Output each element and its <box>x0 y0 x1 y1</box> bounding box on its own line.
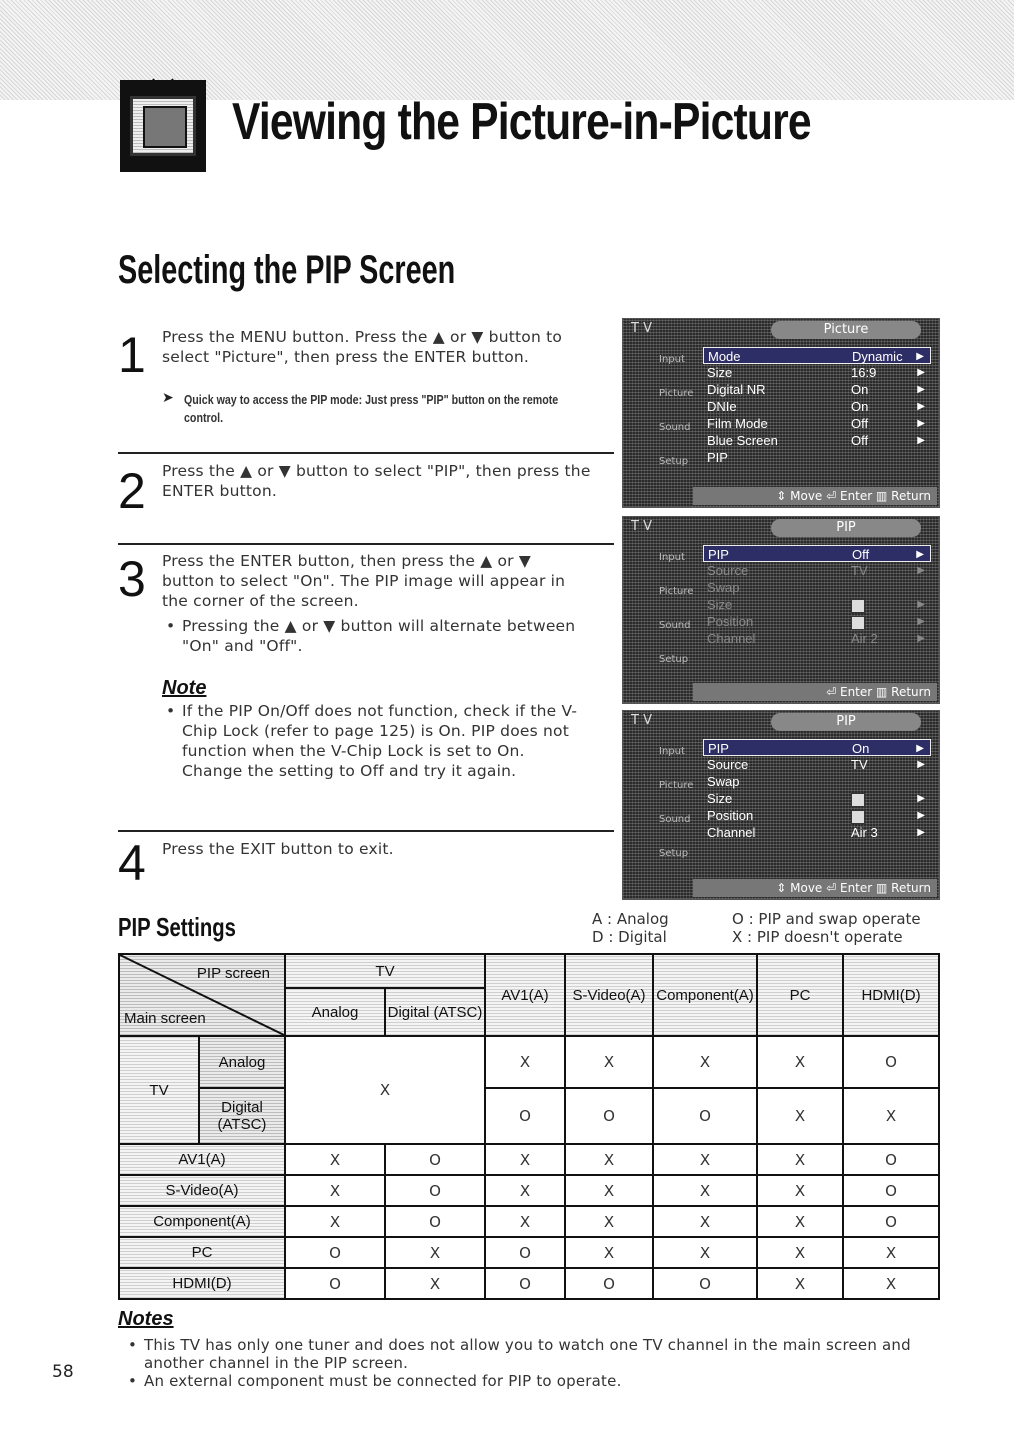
osd-row: Size 16:9 ▶ <box>707 365 925 380</box>
step-text: Press the ENTER button, then press the ▲ or ▼ button to select "On". The PIP image will appear in the corner of the screen. <box>162 552 566 610</box>
osd-row: PIP Off ▶ <box>703 545 931 562</box>
pip-position-icon <box>851 810 865 824</box>
step-number: 2 <box>118 463 146 519</box>
osd-footer: ⇕ Move ⏎ Enter ▥ Return <box>693 487 937 505</box>
osd-row: Digital NR On ▶ <box>707 382 925 397</box>
row-group-tv: TV <box>119 1036 199 1144</box>
row-header: Component(A) <box>119 1206 285 1237</box>
col-header: HDMI(D) <box>843 954 939 1036</box>
osd-side-input: Input <box>659 746 685 757</box>
table-cell: X <box>285 1175 385 1206</box>
legend-digital: D : Digital <box>592 928 667 946</box>
corner-cell <box>119 954 285 1036</box>
osd-row: Position ▶ <box>707 808 925 823</box>
note-item: • If the PIP On/Off does not function, check if the V-Chip Lock (refer to page 125) is On. PIP does not function when the V-Chip Lock is set to On. Change the setting to Off and try it again. <box>182 701 582 781</box>
osd-side-picture: Picture <box>659 586 694 597</box>
table-cell: X <box>565 1144 653 1175</box>
table-cell: O <box>385 1144 485 1175</box>
table-cell: O <box>843 1175 939 1206</box>
row-header: HDMI(D) <box>119 1268 285 1299</box>
section-title: Selecting the PIP Screen <box>118 248 456 292</box>
osd-row: Mode Dynamic ▶ <box>703 347 931 364</box>
osd-row: Source TV ▶ <box>707 563 925 578</box>
table-cell: X <box>565 1206 653 1237</box>
col-header: Component(A) <box>653 954 757 1036</box>
table-cell: X <box>285 1144 385 1175</box>
legend-o: O : PIP and swap operate <box>732 910 921 928</box>
osd-row: Source TV ▶ <box>707 757 925 772</box>
osd-pip-menu-off <box>622 516 940 704</box>
step-bullets <box>162 616 602 656</box>
table-cell: X <box>653 1175 757 1206</box>
table-cell: X <box>385 1237 485 1268</box>
legend-analog: A : Analog <box>592 910 669 928</box>
col-subheader: Digital (ATSC) <box>385 988 485 1036</box>
corner-main-label: Main screen <box>124 1010 206 1027</box>
osd-row: Channel Air 2 ▶ <box>707 631 925 646</box>
row-header: Digital (ATSC) <box>199 1088 285 1144</box>
osd-row: Position ▶ <box>707 614 925 629</box>
row-header: PC <box>119 1237 285 1268</box>
note-heading: Note <box>162 677 207 699</box>
table-cell: X <box>565 1036 653 1088</box>
step-number: 1 <box>118 327 146 383</box>
row-header: S-Video(A) <box>119 1175 285 1206</box>
osd-side-input: Input <box>659 354 685 365</box>
osd-tv-label: T V <box>631 519 652 534</box>
step-number: 4 <box>118 835 146 891</box>
table-cell: X <box>565 1175 653 1206</box>
table-cell: O <box>843 1036 939 1088</box>
notes-heading: Notes <box>118 1308 174 1330</box>
arrow-icon: ➤ <box>162 390 174 406</box>
col-header: PC <box>757 954 843 1036</box>
pip-position-icon <box>851 616 865 630</box>
osd-footer: ⏎ Enter ▥ Return <box>693 683 937 701</box>
osd-row: Swap <box>707 580 740 595</box>
table-cell: X <box>757 1237 843 1268</box>
page-title: Viewing the Picture-in-Picture <box>232 93 811 151</box>
table-cell: X <box>843 1088 939 1144</box>
table-cell: O <box>653 1268 757 1299</box>
col-header: AV1(A) <box>485 954 565 1036</box>
row-header: AV1(A) <box>119 1144 285 1175</box>
table-cell: X <box>757 1036 843 1088</box>
table-cell: X <box>653 1206 757 1237</box>
table-cell: X <box>757 1268 843 1299</box>
osd-tab: PIP <box>771 519 921 537</box>
osd-row: Channel Air 3 ▶ <box>707 825 925 840</box>
table-cell: X <box>843 1237 939 1268</box>
col-header-tv: TV <box>285 954 485 988</box>
osd-row: PIP <box>707 450 728 465</box>
osd-row: Size ▶ <box>707 597 925 612</box>
bullet-item: • Pressing the ▲ or ▼ button will alternate between "On" and "Off". <box>182 616 602 656</box>
table-cell: O <box>285 1268 385 1299</box>
osd-side-setup: Setup <box>659 456 689 467</box>
osd-pip-menu-on <box>622 710 940 900</box>
table-cell: O <box>565 1088 653 1144</box>
table-cell: O <box>565 1268 653 1299</box>
divider <box>118 543 614 545</box>
osd-side-sound: Sound <box>659 814 691 825</box>
table-cell: X <box>757 1144 843 1175</box>
note-item: • This TV has only one tuner and does not allow you to watch one TV channel in the main screen and another channel in the PIP screen. <box>144 1336 964 1372</box>
tv-logo-screen <box>143 106 187 148</box>
osd-side-setup: Setup <box>659 654 689 665</box>
step-number: 3 <box>118 551 146 607</box>
osd-side-setup: Setup <box>659 848 689 859</box>
table-cell: O <box>485 1088 565 1144</box>
osd-tv-label: T V <box>631 713 652 728</box>
osd-row: Swap <box>707 774 740 789</box>
osd-row: Size ▶ <box>707 791 925 806</box>
notes-list <box>124 1336 964 1390</box>
divider <box>118 452 614 454</box>
col-header: S-Video(A) <box>565 954 653 1036</box>
osd-tab: PIP <box>771 713 921 731</box>
osd-tab: Picture <box>771 321 921 339</box>
table-cell: X <box>485 1036 565 1088</box>
pip-size-icon <box>851 793 865 807</box>
table-cell: X <box>285 1206 385 1237</box>
step-text: Press the ▲ or ▼ button to select "PIP", then press the ENTER button. <box>162 462 591 500</box>
table-cell: O <box>285 1237 385 1268</box>
osd-row: Film Mode Off ▶ <box>707 416 925 431</box>
table-cell: X <box>485 1144 565 1175</box>
osd-side-input: Input <box>659 552 685 563</box>
table-cell: O <box>385 1175 485 1206</box>
table-cell: X <box>653 1036 757 1088</box>
osd-row: DNIe On ▶ <box>707 399 925 414</box>
corner-pip-label: PIP screen <box>196 965 270 982</box>
table-cell: X <box>385 1268 485 1299</box>
table-cell: X <box>757 1206 843 1237</box>
table-cell: O <box>843 1206 939 1237</box>
row-header: Analog <box>199 1036 285 1088</box>
page-number: 58 <box>52 1362 74 1382</box>
legend-x: X : PIP doesn't operate <box>732 928 903 946</box>
divider <box>118 830 614 832</box>
osd-side-sound: Sound <box>659 422 691 433</box>
pip-settings-table <box>118 953 940 1300</box>
pip-size-icon <box>851 599 865 613</box>
table-cell: O <box>653 1088 757 1144</box>
table-cell: X <box>485 1206 565 1237</box>
table-cell: X <box>757 1175 843 1206</box>
table-cell: X <box>843 1268 939 1299</box>
table-cell: X <box>485 1175 565 1206</box>
osd-footer: ⇕ Move ⏎ Enter ▥ Return <box>693 879 937 897</box>
osd-picture-menu <box>622 318 940 508</box>
note-bullets <box>162 701 582 781</box>
col-subheader: Analog <box>285 988 385 1036</box>
osd-row: Blue Screen Off ▶ <box>707 433 925 448</box>
table-cell: X <box>653 1144 757 1175</box>
table-cell: X <box>565 1237 653 1268</box>
osd-side-sound: Sound <box>659 620 691 631</box>
osd-row: PIP On ▶ <box>703 739 931 756</box>
table-cell: X <box>285 1036 485 1144</box>
table-cell: X <box>757 1088 843 1144</box>
pip-settings-heading: PIP Settings <box>118 912 236 942</box>
step-text: Press the EXIT button to exit. <box>162 840 394 858</box>
tip-text: Quick way to access the PIP mode: Just press "PIP" button on the remote control. <box>184 392 559 425</box>
osd-side-picture: Picture <box>659 780 694 791</box>
table-cell: O <box>485 1268 565 1299</box>
osd-tv-label: T V <box>631 321 652 336</box>
table-cell: O <box>385 1206 485 1237</box>
note-item: • An external component must be connected for PIP to operate. <box>144 1372 964 1390</box>
tv-antenna-icon <box>150 78 176 94</box>
table-cell: O <box>485 1237 565 1268</box>
osd-side-picture: Picture <box>659 388 694 399</box>
table-cell: X <box>653 1237 757 1268</box>
step-text: Press the MENU button. Press the ▲ or ▼ button to select "Picture", then press the ENTER button. <box>162 328 563 366</box>
table-cell: O <box>843 1144 939 1175</box>
